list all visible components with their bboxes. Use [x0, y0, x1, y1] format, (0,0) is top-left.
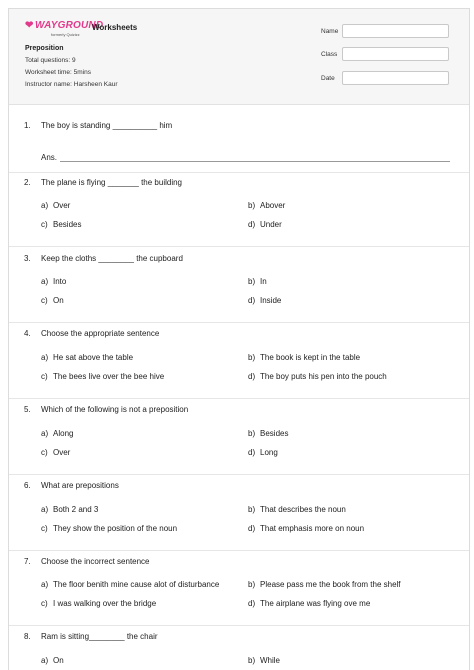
question-number: 4.: [24, 329, 31, 338]
option-a[interactable]: Into: [53, 277, 67, 286]
option-a[interactable]: The floor benith mine cause alot of disturbance: [53, 580, 220, 589]
option-b[interactable]: While: [260, 656, 281, 665]
question-number: 2.: [24, 178, 31, 187]
question-text: Ram is sitting________ the chair: [41, 632, 158, 641]
worksheet-header: [9, 9, 469, 105]
option-a-letter: a): [41, 353, 49, 362]
question-number: 7.: [24, 557, 31, 566]
answer-line[interactable]: [60, 161, 450, 162]
option-b[interactable]: That describes the noun: [260, 505, 346, 514]
option-a[interactable]: He sat above the table: [53, 353, 134, 362]
option-d[interactable]: Under: [260, 220, 282, 229]
app-title: Worksheets: [92, 23, 138, 32]
name-label: Name: [321, 28, 339, 35]
instructor-name: Instructor name: Harsheen Kaur: [25, 81, 118, 88]
name-field[interactable]: [342, 24, 449, 38]
option-c[interactable]: I was walking over the bridge: [53, 599, 157, 608]
option-c-letter: c): [41, 296, 48, 305]
question-number: 5.: [24, 405, 31, 414]
date-field[interactable]: [342, 71, 449, 85]
question-divider: [9, 398, 469, 399]
option-b-letter: b): [248, 201, 256, 210]
total-questions: Total questions: 9: [25, 57, 76, 64]
option-c[interactable]: Besides: [53, 220, 82, 229]
option-a-letter: a): [41, 580, 49, 589]
question-divider: [9, 246, 469, 247]
option-a-letter: a): [41, 505, 49, 514]
option-a-letter: a): [41, 277, 49, 286]
logo-text: WAYGROUND: [35, 20, 104, 31]
option-d[interactable]: The airplane was flying ove me: [260, 599, 371, 608]
option-a[interactable]: Over: [53, 201, 71, 210]
answer-label: Ans.: [41, 153, 58, 162]
option-b-letter: b): [248, 505, 256, 514]
option-a-letter: a): [41, 429, 49, 438]
option-b-letter: b): [248, 656, 256, 665]
question-divider: [9, 474, 469, 475]
question-text: Keep the cloths ________ the cupboard: [41, 254, 183, 263]
question-number: 6.: [24, 481, 31, 490]
question-divider: [9, 625, 469, 626]
question-text: What are prepositions: [41, 481, 119, 490]
option-b-letter: b): [248, 277, 256, 286]
question-divider: [9, 172, 469, 173]
option-d-letter: d): [248, 448, 256, 457]
option-d[interactable]: Inside: [260, 296, 282, 305]
question-divider: [9, 322, 469, 323]
class-label: Class: [321, 51, 338, 58]
option-b-letter: b): [248, 429, 256, 438]
quiz-title: Preposition: [25, 45, 64, 52]
option-b[interactable]: Please pass me the book from the shelf: [260, 580, 401, 589]
option-d[interactable]: The boy puts his pen into the pouch: [260, 372, 387, 381]
question-text: Choose the incorrect sentence: [41, 557, 150, 566]
option-c[interactable]: Over: [53, 448, 71, 457]
option-c[interactable]: The bees live over the bee hive: [53, 372, 165, 381]
logo-mark-icon: ❤: [25, 20, 34, 31]
option-a[interactable]: Both 2 and 3: [53, 505, 99, 514]
option-d-letter: d): [248, 296, 256, 305]
date-label: Date: [321, 75, 335, 82]
class-field[interactable]: [342, 47, 449, 61]
option-d-letter: d): [248, 599, 256, 608]
option-c[interactable]: They show the position of the noun: [53, 524, 178, 533]
question-number: 8.: [24, 632, 31, 641]
question-divider: [9, 550, 469, 551]
option-d[interactable]: Long: [260, 448, 278, 457]
option-d-letter: d): [248, 220, 256, 229]
option-b[interactable]: Abover: [260, 201, 286, 210]
option-b[interactable]: Besides: [260, 429, 289, 438]
worksheet-page: [8, 8, 470, 670]
question-text: The plane is flying _______ the building: [41, 178, 182, 187]
option-c-letter: c): [41, 599, 48, 608]
option-d-letter: d): [248, 524, 256, 533]
option-a-letter: a): [41, 656, 49, 665]
option-a[interactable]: On: [53, 656, 64, 665]
option-a[interactable]: Along: [53, 429, 74, 438]
worksheet-time: Worksheet time: 5mins: [25, 69, 91, 76]
logo-subtext: formerly Quizizz: [51, 32, 80, 37]
option-b-letter: b): [248, 353, 256, 362]
option-b[interactable]: The book is kept in the table: [260, 353, 361, 362]
option-b[interactable]: In: [260, 277, 267, 286]
question-text: Which of the following is not a preposition: [41, 405, 189, 414]
option-d-letter: d): [248, 372, 256, 381]
option-c-letter: c): [41, 220, 48, 229]
question-number: 1.: [24, 121, 31, 130]
option-c-letter: c): [41, 448, 48, 457]
option-c[interactable]: On: [53, 296, 64, 305]
option-a-letter: a): [41, 201, 49, 210]
question-text: Choose the appropriate sentence: [41, 329, 160, 338]
option-d[interactable]: That emphasis more on noun: [260, 524, 365, 533]
option-c-letter: c): [41, 372, 48, 381]
question-number: 3.: [24, 254, 31, 263]
question-text: The boy is standing __________ him: [41, 121, 173, 130]
option-c-letter: c): [41, 524, 48, 533]
option-b-letter: b): [248, 580, 256, 589]
